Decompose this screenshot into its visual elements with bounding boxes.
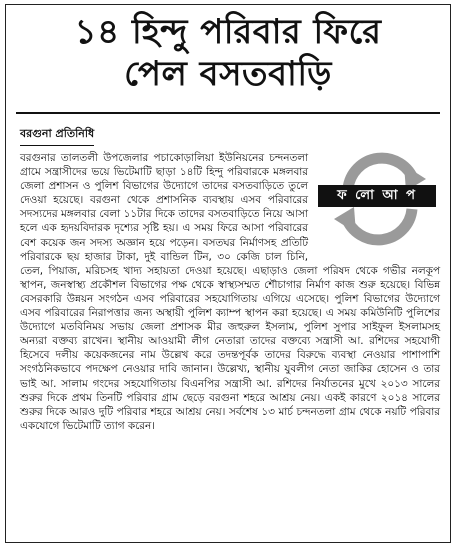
article-body <box>20 151 440 433</box>
headline <box>6 5 450 95</box>
headline-line-1: ১৪ হিন্দু পরিবার ফিরে <box>74 12 382 52</box>
newspaper-clipping <box>5 4 451 543</box>
follow-up-label: ফ লো আ প <box>318 185 436 207</box>
headline-divider <box>16 112 440 114</box>
byline: বরগুনা প্রতিনিধি <box>20 125 94 146</box>
headline-line-2: পেল বসতবাড়ি <box>124 54 332 94</box>
article-body-text: বরগুনার তালতলী উপজেলার পচাকোড়ালিয়া ইউনিয়নের চন্দনতলা গ্রামে সন্ত্রাসীদের ভয়ে ভিটেমাটি ছাড়া ১৪টি হিন্দু পরিবারকে মঙ্গলবার জেলা প্রশাসন ও পুলিশ বিভাগের উদ্যোগে তাদের বসতবাড়িতে তুলে দেওয়া হয়েছে। বরগুনা থেকে প্রশাসনিক ব্যবস্থায় এসব পরিবারের সদস্যদের মঙ্গলবার বেলা ১১টার দিকে তাদের বসতবাড়িতে নিয়ে আসা হলে এক হৃদয়বিদারক দৃশ্যের সৃষ্টি হয়। এ সময় ফিরে আসা পরিবারের বেশ কয়েক জন সদস্য অজ্ঞান হয়ে পড়েন। বসতঘর নির্মাণসহ প্রতিটি পরিবারকে ছয় হাজার টাকা, দুই বান্ডিল টিন, ৩০ কেজি চাল চিনি, তেল, পিয়াজ, মরিচসহ খাদ্য সহায়তা দেওয়া হয়েছে। এছাড়াও জেলা পরিষদ থেকে গভীর নলকূপ স্থাপন, জনস্বাস্থ্য প্রকৌশল বিভাগের পক্ষ থেকে স্বাস্থ্যসম্মত শৌচাগার নির্মাণ কাজ শুরু হয়েছে। বিভিন্ন বেসরকারি উন্নয়ন সংগঠন এসব পরিবারের সহযোগিতায় এগিয়ে এসেছে। পুলিশ বিভাগের উদ্যোগে এসব পরিবারের নিরাপত্তার জন্য অস্থায়ী পুলিশ ক্যাম্প স্থাপন করা হয়েছে। এ সময় কমিউনিটি পুলিশের উদ্যোগে মতবিনিময় সভায় জেলা প্রশাসক মীর জহুরুল ইসলাম, পুলিশ সুপার সাইফুল ইসলামসহ অন্যরা বক্তব্য রাখেন। স্থানীয় আওয়ামী লীগ নেতারা তাদের বক্তব্যে সন্ত্রাসী আ. রশিদের সহযোগী হিসেবে দলীয় কয়েকজনের নাম উল্লেখ করে তদন্তপূর্বক তাদের বিরুদ্ধে ব্যবস্থা নেওয়ার পাশাপাশি সংগঠনিকভাবে পদক্ষেপ নেওয়ার দাবি জানান। উল্লেখ্য, স্থানীয় যুবলীগ নেতা জাকির হোসেন ও তার ভাই আ. সালাম গংদের সহযোগিতায় বিএনপির সন্ত্রাসী আ. রশিদের নির্যাতনের মুখে ২০১৩ সালের শুরুর দিকে প্রথম তিনটি পরিবার গ্রাম ছেড়ে বরগুনা শহরে আশ্রয় নেয়। একই কারণে ২০১৪ সালের শুরুর দিকে আরও দুটি পরিবার শহরে আশ্রয় নেয়। সর্বশেষ ১৩ মার্চ চন্দনতলা গ্রাম থেকে নয়টি পরিবার একযোগে ভিটেমাটি ত্যাগ করেন। <box>20 152 440 432</box>
follow-up-badge <box>314 145 440 257</box>
